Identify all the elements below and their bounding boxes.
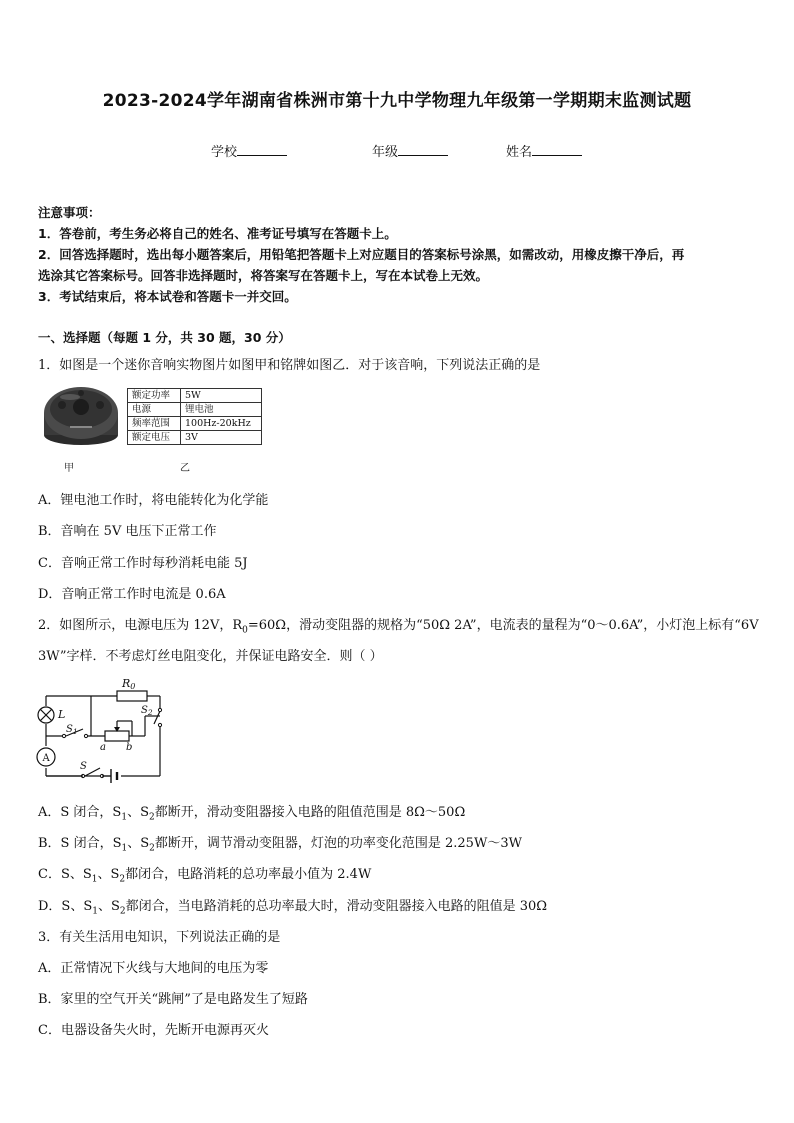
q3-stem: 3．有关生活用电知识，下列说法正确的是	[38, 930, 281, 945]
label-l: L	[58, 708, 66, 721]
ammeter-icon	[37, 748, 55, 766]
q2-option-b: B．S 闭合，$S_1$、$S_2$都断开，调节滑动变阻器，灯泡的功率变化范围是 2.25W～3W	[38, 836, 522, 854]
label-b: b	[126, 742, 133, 753]
caption-a: 甲	[64, 463, 74, 474]
q1-option-b: B．音响在 5V 电压下正常工作	[38, 524, 217, 539]
label-s2: $S_2$	[141, 705, 153, 717]
q1-option-c: C．音响正常工作时每秒消耗电能 5J	[38, 556, 248, 571]
battery-icon	[111, 769, 117, 783]
name-blank	[532, 143, 582, 156]
table-row: 频率范围 100Hz-20kHz	[128, 417, 262, 431]
resistor-r0	[117, 691, 147, 701]
label-a: a	[100, 742, 106, 753]
q1-option-a: A．锂电池工作时，将电能转化为化学能	[38, 493, 269, 508]
section-heading: 一、选择题（每题 1 分，共 30 题，30 分）	[38, 330, 291, 345]
q2-stem-line2: 3W”字样．不考虑灯丝电阻变化，并保证电路安全．则（ ）	[38, 649, 383, 664]
table-row: 额定功率 5W	[128, 389, 262, 403]
lamp-icon	[38, 707, 54, 723]
rheostat	[105, 731, 129, 741]
svg-text:A: A	[42, 753, 50, 764]
note-item: 3．考试结束后，将本试卷和答题卡一并交回。	[38, 289, 297, 304]
page-title: 2023-2024学年湖南省株洲市第十九中学物理九年级第一学期期末监测试题	[102, 91, 692, 111]
label-r0: R0	[122, 677, 136, 691]
q1-stem: 1．如图是一个迷你音响实物图片如图甲和铭牌如图乙．对于该音响，下列说法正确的是	[38, 358, 541, 373]
school-field: 学校	[211, 141, 287, 160]
school-blank	[237, 143, 287, 156]
q2-option-d: D．S、$S_1$、$S_2$都闭合，当电路消耗的总功率最大时，滑动变阻器接入电路的阻值是 30Ω	[38, 899, 548, 917]
q1-option-d: D．音响正常工作时电流是 0.6A	[38, 587, 226, 602]
q3-option-b: B．家里的空气开关“跳闸”了是电路发生了短路	[38, 992, 308, 1007]
grade-field: 年级	[372, 141, 448, 160]
notes-heading: 注意事项：	[38, 205, 101, 220]
table-row: 电源 锂电池	[128, 403, 262, 417]
label-s1: $S_1$	[66, 724, 78, 736]
circuit-diagram	[36, 676, 166, 786]
caption-b: 乙	[180, 463, 190, 474]
label-s: S	[80, 761, 87, 772]
name-field: 姓名	[506, 141, 582, 160]
q3-option-a: A．正常情况下火线与大地间的电压为零	[38, 961, 269, 976]
q2-option-c: C．S、$S_1$、$S_2$都闭合，电路消耗的总功率最小值为 2.4W	[38, 867, 372, 885]
q2-stem-line1: 2．如图所示，电源电压为 12V，$R_0=60\Omega$，滑动变阻器的规格为“50Ω 2A”，电流表的量程为“0～0.6A”，小灯泡上标有“6V	[38, 618, 759, 636]
note-item: 选涂其它答案标号。回答非选择题时，将答案写在答题卡上，写在本试卷上无效。	[38, 268, 489, 283]
q2-option-a: A．S 闭合，$S_1$、$S_2$都断开，滑动变阻器接入电路的阻值范围是 8Ω～50Ω	[38, 805, 466, 823]
spec-table	[127, 388, 262, 445]
table-row: 额定电压 3V	[128, 431, 262, 445]
speaker-image	[40, 383, 122, 451]
grade-blank	[398, 143, 448, 156]
q3-option-c: C．电器设备失火时，先断开电源再灭火	[38, 1023, 269, 1038]
note-item: 2．回答选择题时，选出每小题答案后，用铅笔把答题卡上对应题目的答案标号涂黑，如需改动，用橡皮擦干净后，再	[38, 247, 685, 262]
note-item: 1．答卷前，考生务必将自己的姓名、准考证号填写在答题卡上。	[38, 226, 397, 241]
